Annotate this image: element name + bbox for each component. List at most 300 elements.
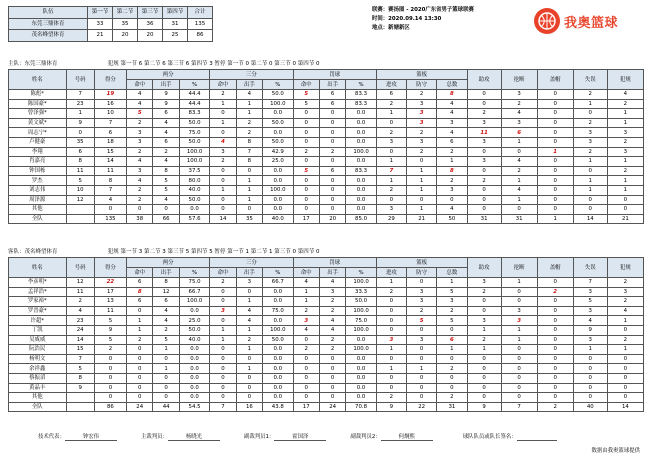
stat-cell: 2: [66, 297, 94, 307]
header-points: 得分: [94, 258, 126, 278]
player-row: [9, 109, 644, 119]
stat-cell: 5: [153, 185, 179, 195]
stat-cell: 1: [537, 147, 573, 157]
stat-cell: 3: [467, 157, 501, 167]
stat-cell: 38: [127, 214, 153, 224]
stat-cell: 1: [501, 325, 537, 335]
header-number: 号码: [66, 70, 94, 90]
stat-cell: 0: [573, 393, 607, 403]
stat-cell: 0.0: [179, 383, 209, 393]
stat-cell: 0: [153, 205, 179, 215]
summary-team-name: 茂名峰望体育: [9, 30, 88, 42]
stat-cell: 1: [236, 109, 262, 119]
stat-cell: 0: [153, 354, 179, 364]
stat-cell: 0: [210, 166, 236, 176]
stat-cell: 0: [467, 90, 501, 100]
stat-cell: 2: [607, 137, 643, 147]
stat-cell: 11: [94, 166, 126, 176]
player-row: [9, 118, 644, 128]
stat-cell: 1: [607, 185, 643, 195]
subheader-made: 命中: [210, 268, 236, 278]
ref2-label: 副裁判员2：: [350, 434, 381, 440]
stat-cell: 1: [376, 157, 406, 167]
stat-cell: 0: [537, 297, 573, 307]
stat-cell: 100.0: [346, 345, 376, 355]
stat-cell: 3: [467, 118, 501, 128]
stat-cell: 1: [236, 325, 262, 335]
subheader-pct: %: [346, 80, 376, 90]
stat-cell: 0: [467, 147, 501, 157]
stat-cell: 6: [437, 335, 467, 345]
stat-cell: 1: [66, 109, 94, 119]
stat-cell: 6: [319, 90, 345, 100]
stat-cell: 0: [376, 195, 406, 205]
stat-cell: 0.0: [179, 345, 209, 355]
stat-cell: 4: [210, 137, 236, 147]
stat-cell: 2: [573, 90, 607, 100]
stat-cell: 75.0: [346, 316, 376, 326]
stat-cell: 4: [501, 109, 537, 119]
stat-cell: 2: [467, 176, 501, 186]
stat-cell: 0: [94, 383, 126, 393]
stat-cell: 4: [153, 128, 179, 138]
stat-cell: 0: [501, 287, 537, 297]
summary-score-cell: 21: [88, 30, 113, 42]
stat-cell: 0: [607, 354, 643, 364]
stat-cell: 0: [376, 297, 406, 307]
tech-label: 技术代表：: [38, 434, 65, 440]
stat-cell: 15: [94, 147, 126, 157]
stat-cell: 4: [153, 306, 179, 316]
stat-cell: 0.0: [263, 364, 293, 374]
stat-cell: 0: [319, 373, 345, 383]
subheader-att: 出手: [319, 268, 345, 278]
stat-cell: 0: [467, 306, 501, 316]
home-timeline: 犯规 第一节 6 第二节 6 第三节 6 第四节 3 暂停 第一节 0 第二节 0 第三节 0 第四节 0: [107, 61, 320, 67]
stat-cell: 1: [573, 345, 607, 355]
stat-cell: 0: [537, 316, 573, 326]
stat-cell: 11: [467, 128, 501, 138]
stat-cell: 50.0: [179, 118, 209, 128]
basketball-icon: [534, 8, 560, 34]
brand-logo: [534, 8, 618, 34]
player-row: [9, 373, 644, 383]
stat-cell: 3: [501, 306, 537, 316]
player-row: [9, 325, 644, 335]
stat-cell: 4: [127, 99, 153, 109]
stat-cell: 6: [127, 297, 153, 307]
header-name: 姓名: [9, 70, 67, 90]
stat-cell: 3: [437, 118, 467, 128]
player-name: 其他: [9, 205, 67, 215]
stat-cell: 0: [210, 393, 236, 403]
stat-cell: 7: [94, 185, 126, 195]
stat-cell: 0: [467, 354, 501, 364]
summary-header-cell: 第四节: [163, 7, 188, 19]
stat-cell: 0.0: [346, 118, 376, 128]
stat-cell: 0: [437, 195, 467, 205]
stat-cell: 1: [501, 278, 537, 288]
stat-cell: 2: [319, 297, 345, 307]
stat-cell: 1: [607, 176, 643, 186]
stat-cell: 50.0: [263, 137, 293, 147]
chief-name: 杨晓光: [168, 432, 220, 441]
stat-cell: 0.0: [263, 354, 293, 364]
stat-cell: 4: [319, 316, 345, 326]
stat-cell: 1: [210, 99, 236, 109]
stat-cell: 1: [537, 214, 573, 224]
stat-cell: 15: [66, 345, 94, 355]
stat-cell: 0: [210, 109, 236, 119]
stat-cell: 2: [376, 128, 406, 138]
stat-cell: 0: [210, 354, 236, 364]
stat-cell: 0: [376, 354, 406, 364]
stat-cell: 24: [66, 325, 94, 335]
summary-team-name: 东莞三鼎体育: [9, 18, 88, 30]
stat-cell: 3: [376, 205, 406, 215]
stat-cell: 6: [501, 128, 537, 138]
stat-cell: 2: [153, 147, 179, 157]
stat-cell: 0: [127, 345, 153, 355]
player-name: 周泽源: [9, 195, 67, 205]
stat-cell: 0: [210, 373, 236, 383]
header-blk: 盖帽: [537, 70, 573, 90]
stat-cell: 0: [319, 157, 345, 167]
stat-cell: 66.7: [263, 278, 293, 288]
stat-cell: 3: [607, 287, 643, 297]
player-name: 肖嘉亮: [9, 157, 67, 167]
stat-cell: 40: [573, 402, 607, 412]
stat-cell: 0: [607, 325, 643, 335]
stat-cell: 83.3: [346, 166, 376, 176]
ref1-name: 霍国泽: [274, 432, 326, 441]
stat-cell: 8: [127, 287, 153, 297]
stat-cell: 0: [293, 364, 319, 374]
stat-cell: 1: [127, 316, 153, 326]
stat-cell: 0: [437, 325, 467, 335]
player-row: [9, 90, 644, 100]
stat-cell: 12: [153, 287, 179, 297]
stat-cell: 2: [376, 99, 406, 109]
header-tov: 失误: [573, 70, 607, 90]
stat-cell: 3: [501, 90, 537, 100]
stat-cell: 4: [153, 118, 179, 128]
stat-cell: 0: [127, 373, 153, 383]
stat-cell: 0: [537, 118, 573, 128]
stat-cell: 0: [319, 185, 345, 195]
stat-cell: 0: [210, 287, 236, 297]
team-total-row: [9, 214, 644, 224]
stat-cell: 0: [467, 166, 501, 176]
stat-cell: 0: [537, 205, 573, 215]
player-name: 陈彪*: [9, 90, 67, 100]
stat-cell: 0: [537, 306, 573, 316]
stat-cell: 0: [210, 316, 236, 326]
stat-cell: 0: [210, 364, 236, 374]
stat-cell: 14: [210, 214, 236, 224]
stat-cell: 2: [127, 147, 153, 157]
stat-cell: 0: [236, 354, 262, 364]
stat-cell: 14: [573, 214, 607, 224]
stat-cell: 50.0: [263, 335, 293, 345]
stat-cell: 0: [537, 393, 573, 403]
summary-header-cell: 队伍: [9, 7, 88, 19]
stat-cell: 2: [210, 90, 236, 100]
stat-cell: 1: [293, 287, 319, 297]
stat-cell: 1: [407, 166, 437, 176]
stat-cell: 0: [376, 316, 406, 326]
stat-cell: 2: [293, 306, 319, 316]
stat-cell: 3: [407, 137, 437, 147]
stat-cell: 2: [319, 147, 345, 157]
stat-cell: 3: [407, 118, 437, 128]
stat-cell: 5: [127, 109, 153, 119]
stat-cell: 0: [501, 345, 537, 355]
subheader-made: 命中: [127, 80, 153, 90]
stat-cell: 8: [66, 157, 94, 167]
stat-cell: 37.5: [179, 166, 209, 176]
stat-cell: 100.0: [346, 306, 376, 316]
stat-cell: 5: [293, 90, 319, 100]
stat-cell: 0: [573, 109, 607, 119]
stat-cell: 4: [437, 99, 467, 109]
stat-cell: 42.9: [263, 147, 293, 157]
stat-cell: 0.0: [263, 176, 293, 186]
match-venue: 地点：新塘新区: [372, 25, 410, 31]
stat-cell: 2: [607, 297, 643, 307]
stat-cell: 0: [573, 166, 607, 176]
stat-cell: 3: [607, 128, 643, 138]
stat-cell: 0: [501, 393, 537, 403]
stat-cell: 4: [319, 325, 345, 335]
stat-cell: 1: [153, 345, 179, 355]
stat-cell: 3: [501, 118, 537, 128]
stat-cell: 0: [573, 354, 607, 364]
stat-cell: 0: [127, 383, 153, 393]
stat-cell: 25.0: [179, 316, 209, 326]
stat-cell: 3: [467, 278, 501, 288]
player-row: [9, 383, 644, 393]
stat-cell: 0: [293, 195, 319, 205]
summary-header-cell: 第二节: [113, 7, 138, 19]
stat-cell: 0: [573, 195, 607, 205]
stat-cell: 3: [407, 297, 437, 307]
stat-cell: 2: [236, 118, 262, 128]
stat-cell: 8: [437, 166, 467, 176]
stat-cell: 9: [94, 325, 126, 335]
stat-cell: 33.3: [346, 287, 376, 297]
stat-cell: 8: [236, 137, 262, 147]
stat-cell: 0: [407, 157, 437, 167]
summary-row: [9, 18, 213, 30]
stat-cell: 44.4: [179, 90, 209, 100]
stat-cell: 4: [127, 90, 153, 100]
stat-cell: [66, 393, 94, 403]
stat-cell: 2: [293, 147, 319, 157]
stat-cell: 4: [66, 306, 94, 316]
stat-cell: 0: [537, 278, 573, 288]
stat-cell: 0.0: [346, 157, 376, 167]
tech-name: 钟宏伟: [65, 432, 117, 441]
stat-cell: 0: [210, 383, 236, 393]
header-ft: 罚球: [293, 70, 376, 80]
stat-cell: 0: [607, 364, 643, 374]
stat-cell: 9: [376, 402, 406, 412]
stat-cell: 100.0: [263, 99, 293, 109]
stat-cell: 9: [66, 118, 94, 128]
stat-cell: 0: [573, 383, 607, 393]
subheader-att: 出手: [319, 80, 345, 90]
stat-cell: 1: [210, 118, 236, 128]
stat-cell: 0.0: [346, 205, 376, 215]
stat-cell: 2: [127, 185, 153, 195]
stat-cell: 4: [293, 278, 319, 288]
stat-cell: 0: [376, 306, 406, 316]
player-name: 余祥鑫: [9, 364, 67, 374]
stat-cell: 100.0: [179, 147, 209, 157]
summary-row: [9, 30, 213, 42]
stat-cell: 0: [236, 373, 262, 383]
subheader-total: 总数: [437, 80, 467, 90]
stat-cell: 8: [94, 176, 126, 186]
stat-cell: 21: [407, 214, 437, 224]
player-row: [9, 128, 644, 138]
stat-cell: 1: [236, 195, 262, 205]
stat-cell: 0: [467, 373, 501, 383]
stat-cell: 9: [66, 383, 94, 393]
summary-score-cell: 31: [163, 18, 188, 30]
stat-cell: 0: [607, 373, 643, 383]
summary-score-cell: 20: [113, 30, 138, 42]
player-name: 卢健豪: [9, 137, 67, 147]
stat-cell: 0.0: [346, 176, 376, 186]
stat-cell: [66, 402, 94, 412]
stat-cell: 3: [467, 316, 501, 326]
stat-cell: 40.0: [263, 214, 293, 224]
player-row: [9, 345, 644, 355]
player-row: [9, 137, 644, 147]
stat-cell: 0: [607, 195, 643, 205]
stat-cell: [66, 205, 94, 215]
team-total-row: [9, 402, 644, 412]
stat-cell: 0: [537, 90, 573, 100]
stat-cell: 100.0: [346, 278, 376, 288]
stat-cell: 0: [407, 278, 437, 288]
stat-cell: 4: [573, 316, 607, 326]
stat-cell: 0: [573, 373, 607, 383]
stat-cell: 1: [407, 205, 437, 215]
stat-cell: 4: [127, 176, 153, 186]
stat-cell: 0.0: [263, 297, 293, 307]
data-credit: 数据由我奥篮球提供: [591, 448, 640, 454]
stat-cell: 40.0: [179, 335, 209, 345]
stat-cell: 0: [467, 393, 501, 403]
stat-cell: 4: [236, 316, 262, 326]
stat-cell: 0: [407, 393, 437, 403]
stat-cell: 0: [293, 354, 319, 364]
header-stl: 抢断: [501, 70, 537, 90]
header-pf: 犯规: [607, 258, 643, 278]
stat-cell: 1: [127, 325, 153, 335]
subheader-off: 进攻: [376, 80, 406, 90]
stat-cell: 3: [607, 147, 643, 157]
signature-footer: [8, 432, 648, 441]
stat-cell: 0: [537, 157, 573, 167]
stat-cell: 12: [66, 278, 94, 288]
stat-cell: 1: [607, 157, 643, 167]
stat-cell: 0: [407, 354, 437, 364]
player-row: [9, 316, 644, 326]
stat-cell: 0.0: [263, 373, 293, 383]
stats-header-row: [9, 70, 644, 80]
player-row: [9, 364, 644, 374]
stat-cell: 3: [127, 166, 153, 176]
stat-cell: 0: [537, 176, 573, 186]
stat-cell: 0: [537, 195, 573, 205]
stat-cell: 2: [94, 345, 126, 355]
stat-cell: 0: [501, 373, 537, 383]
stat-cell: 50.0: [263, 90, 293, 100]
stat-cell: 5: [66, 364, 94, 374]
away-team-line: [8, 248, 319, 256]
player-row: [9, 166, 644, 176]
stat-cell: 0: [376, 383, 406, 393]
stat-cell: 83.3: [179, 109, 209, 119]
stat-cell: 2: [127, 335, 153, 345]
stat-cell: 1: [437, 278, 467, 288]
stat-cell: 3: [501, 316, 537, 326]
stat-cell: 4: [501, 157, 537, 167]
stat-cell: 0: [66, 128, 94, 138]
stat-cell: 0: [319, 137, 345, 147]
summary-score-cell: 25: [163, 30, 188, 42]
stat-cell: 7: [236, 147, 262, 157]
stat-cell: 2: [376, 287, 406, 297]
stat-cell: 1: [501, 137, 537, 147]
stat-cell: 0: [293, 373, 319, 383]
stat-cell: 4: [437, 109, 467, 119]
stat-cell: 1: [376, 278, 406, 288]
stat-cell: 0: [153, 393, 179, 403]
stat-cell: 2: [537, 287, 573, 297]
stat-cell: 2: [501, 99, 537, 109]
stat-cell: 5: [437, 316, 467, 326]
stat-cell: 20: [319, 214, 345, 224]
subheader-att: 出手: [236, 268, 262, 278]
stat-cell: 1: [573, 99, 607, 109]
stat-cell: 0.0: [179, 373, 209, 383]
stat-cell: 0: [94, 373, 126, 383]
stat-cell: 0: [236, 383, 262, 393]
stat-cell: 5: [437, 287, 467, 297]
stat-cell: 3: [127, 137, 153, 147]
stat-cell: 2: [127, 195, 153, 205]
stat-cell: 35: [236, 214, 262, 224]
player-row: [9, 297, 644, 307]
stat-cell: 83.3: [346, 99, 376, 109]
subheader-att: 出手: [153, 268, 179, 278]
stat-cell: 6: [153, 137, 179, 147]
stat-cell: 24: [127, 402, 153, 412]
stat-cell: 1: [437, 157, 467, 167]
stat-cell: 0: [537, 99, 573, 109]
stat-cell: 1: [501, 335, 537, 345]
stat-cell: 0: [537, 345, 573, 355]
stat-cell: 1: [376, 176, 406, 186]
stat-cell: 2: [437, 393, 467, 403]
stat-cell: 100.0: [346, 147, 376, 157]
stat-cell: 0: [537, 354, 573, 364]
